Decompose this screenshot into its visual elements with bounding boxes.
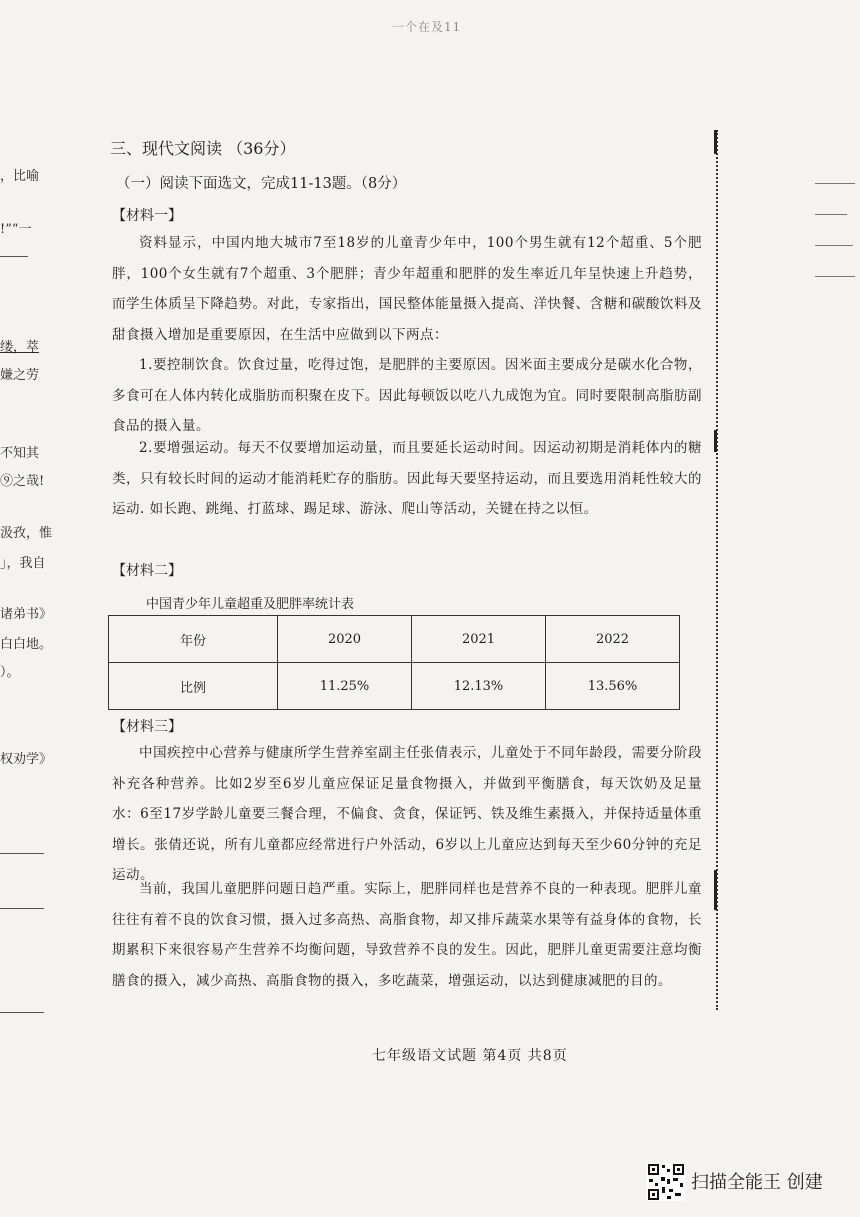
section-title: 三、现代文阅读 （36分） <box>110 139 296 158</box>
left-margin-fragment: 汲孜，惟 <box>0 526 53 541</box>
top-handwriting: 一个在及11 <box>392 20 462 34</box>
right-edge-mark <box>815 214 847 215</box>
left-margin-fragment: ）。 <box>0 665 20 680</box>
left-margin-fragment: 缕，萃 <box>0 340 40 355</box>
table-cell: 2021 <box>412 616 546 663</box>
right-edge-mark <box>815 183 855 184</box>
material1-paragraph: 1.要控制饮食。饮食过量，吃得过饱，是肥胖的主要原因。因米面主要成分是碳水化合物，多食可在人体内转化成脂肪而积聚在皮下。因此每顿饭以吃八九成饱为宜。同时要限制高脂肪副食品的摄入量。 <box>112 357 702 434</box>
right-edge-mark <box>815 245 853 246</box>
table-cell: 2020 <box>278 616 412 663</box>
cut-line-segment <box>714 870 717 910</box>
left-margin-fragment: ⑨之哉! <box>0 474 45 489</box>
left-answer-line <box>0 853 44 854</box>
table-cell: 12.13% <box>412 663 546 710</box>
material3-paragraph: 当前，我国儿童肥胖问题日趋严重。实际上，肥胖同样也是营养不良的一种表现。肥胖儿童往往有着不良的饮食习惯，摄入过多高热、高脂食物，却又排斥蔬菜水果等有益身体的食物，长期累积下来很容易产生营养不均衡问题，导致营养不良的发生。因此，肥胖儿童更需要注意均衡膳食的摄入，减少高热、高脂食物的摄入，多吃蔬菜，增强运动，以达到健康减肥的目的。 <box>112 881 702 989</box>
left-margin-fragment: !”“一 <box>0 222 32 237</box>
table-cell: 13.56% <box>546 663 680 710</box>
table-cell: 比例 <box>109 663 278 710</box>
cut-line-segment <box>714 130 717 154</box>
subsection-title: （一）阅读下面选文，完成11-13题。（8分） <box>116 176 407 192</box>
table-cell: 年份 <box>109 616 278 663</box>
table-cell: 11.25% <box>278 663 412 710</box>
left-answer-line <box>0 1012 44 1013</box>
table-cell: 2022 <box>546 616 680 663</box>
material3-label: 【材料三】 <box>112 719 182 735</box>
material3-paragraph: 中国疾控中心营养与健康所学生营养室副主任张倩表示，儿童处于不同年龄段，需要分阶段补充各种营养。比如2岁至6岁儿童应保证足量食物摄入，并做到平衡膳食，每天饮奶及足量水：6至17岁学龄儿童要三餐合理，不偏食、贪食，保证钙、铁及维生素摄入，并保持适量体重增长。张倩还说，所有儿童都应经常进行户外活动，6岁以上儿童应达到每天至少60分钟的充足运动。 <box>112 745 702 883</box>
cut-line-segment <box>714 430 717 452</box>
table-caption: 中国青少年儿童超重及肥胖率统计表 <box>146 597 355 612</box>
left-margin-fragment: 白白地。 <box>0 637 53 652</box>
material2-label: 【材料二】 <box>112 563 182 579</box>
table-row <box>109 663 680 710</box>
left-margin-fragment: 不知其 <box>0 446 40 461</box>
left-answer-line <box>0 908 44 909</box>
left-margin-fragment: 权劝学》 <box>0 752 53 767</box>
qr-code-icon <box>647 1163 685 1201</box>
obesity-rate-table <box>108 615 680 710</box>
material1-label: 【材料一】 <box>112 208 182 224</box>
material1-paragraph: 2.要增强运动。每天不仅要增加运动量，而且要延长运动时间。因运动初期是消耗体内的糖类，只有较长时间的运动才能消耗贮存的脂肪。因此每天要坚持运动，而且要选用消耗性较大的运动. 如长跑、跳绳、打蓝球、踢足球、游泳、爬山等活动，关键在持之以恒。 <box>112 440 702 517</box>
left-margin-fragment: 」，我自 <box>0 556 46 571</box>
left-margin-fragment: ，比喻 <box>0 169 40 184</box>
left-margin-fragment: 嫌之劳 <box>0 368 40 383</box>
scanner-watermark: 扫描全能王 创建 <box>691 1172 823 1193</box>
material1-paragraph: 资料显示，中国内地大城市7至18岁的儿童青少年中，100个男生就有12个超重、5个肥胖，100个女生就有7个超重、3个肥胖；青少年超重和肥胖的发生率近几年呈快速上升趋势，而学生体质呈下降趋势。对此，专家指出，国民整体能量摄入提高、洋快餐、含糖和碳酸饮料及甜食摄入增加是重要原因，在生活中应做到以下两点： <box>112 235 702 343</box>
right-edge-mark <box>815 276 855 277</box>
left-margin-fragment: 诸弟书》 <box>0 607 53 622</box>
page-footer: 七年级语文试题 第4页 共8页 <box>372 1048 568 1064</box>
table-row <box>109 616 680 663</box>
left-margin-rule <box>0 256 28 257</box>
